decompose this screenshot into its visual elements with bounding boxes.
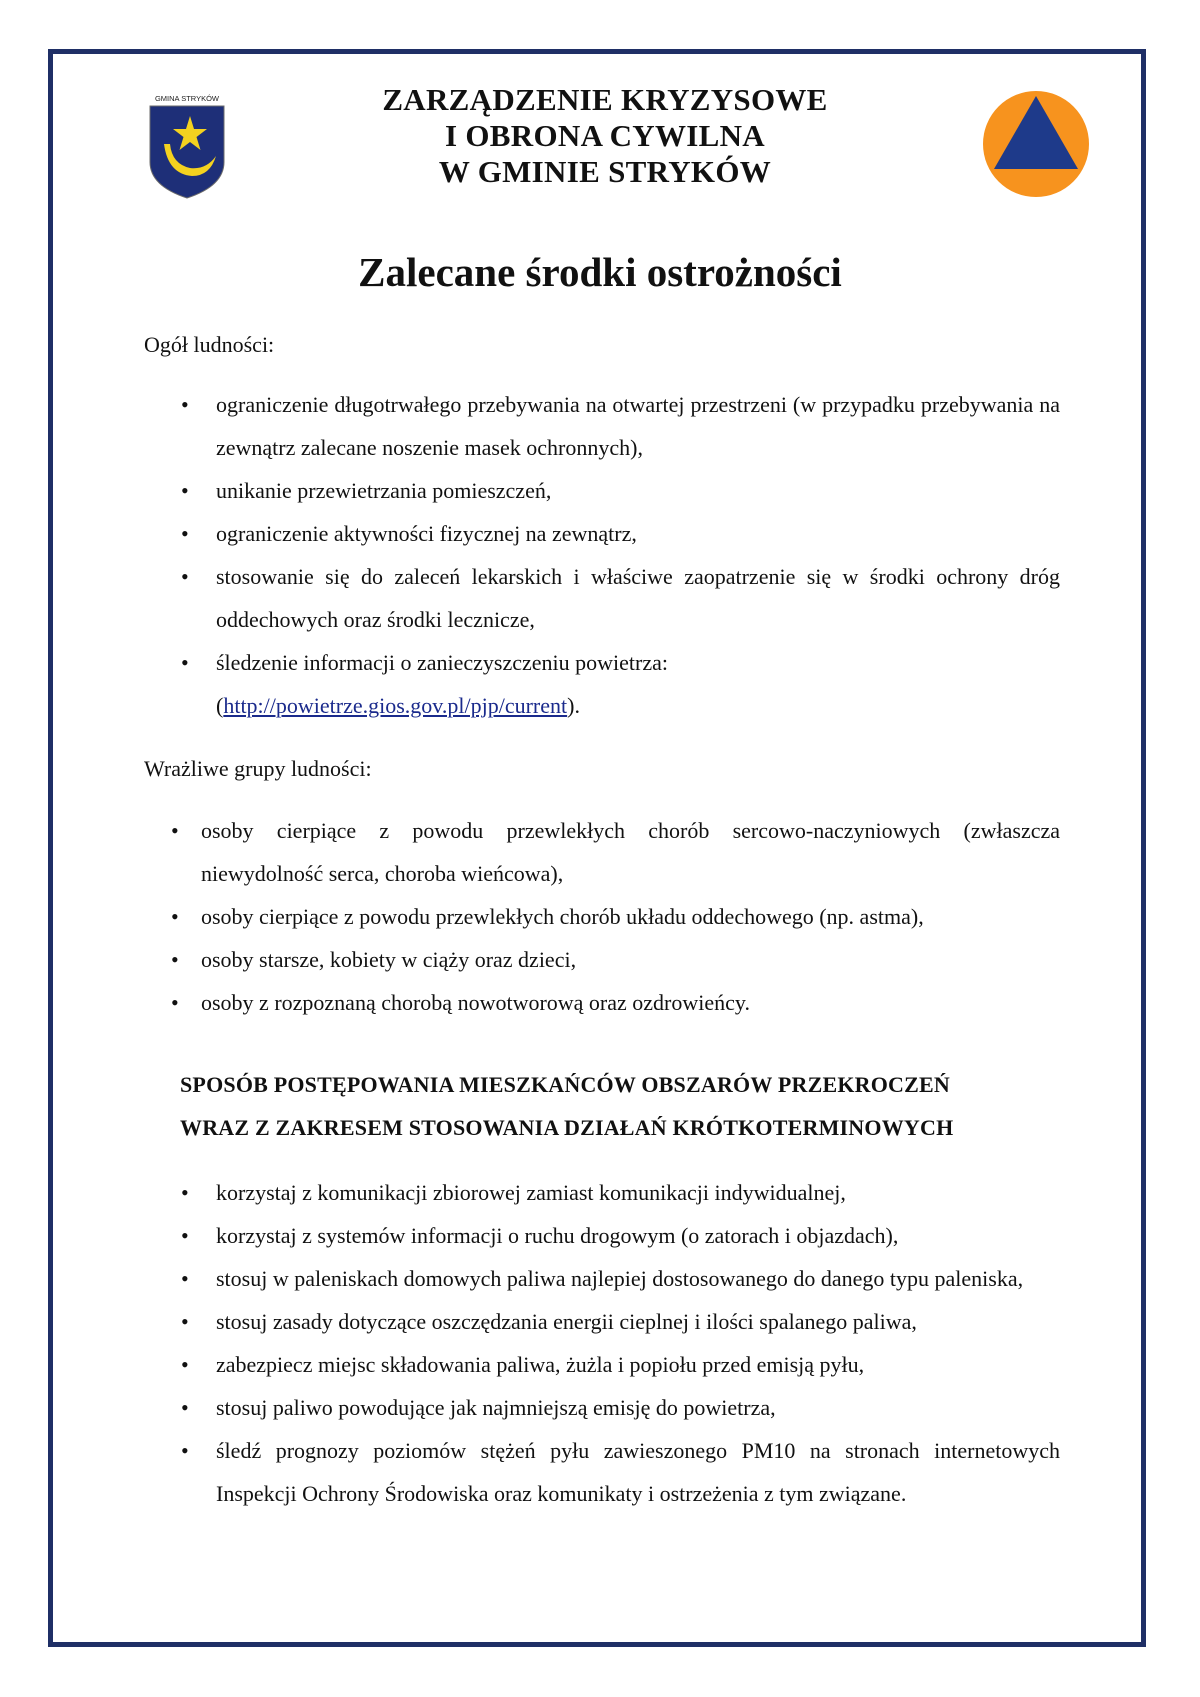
bullet-icon: • [181, 1180, 189, 1205]
bullet-icon: • [171, 818, 179, 843]
list-item: • korzystaj z komunikacji zbiorowej zamiast komunikacji indywidualnej, [216, 1171, 1060, 1214]
list-item: • stosuj w paleniskach domowych paliwa najlepiej dostosowanego do danego typu paleniska, [216, 1257, 1060, 1300]
sensitive-groups-label: Wrażliwe grupy ludności: [144, 756, 372, 781]
list-item: • osoby cierpiące z powodu przewlekłych chorób sercowo-naczyniowych (zwłaszcza niewydolność serca, choroba wieńcowa), [201, 809, 1060, 895]
list-item: • korzystaj z systemów informacji o ruchu drogowym (o zatorach i objazdach), [216, 1214, 1060, 1257]
general-population-list [181, 383, 1060, 727]
header-title-line: ZARZĄDZENIE KRYZYSOWE [382, 82, 828, 117]
header-title-line: W GMINIE STRYKÓW [438, 154, 772, 189]
bullet-icon: • [181, 650, 189, 675]
list-item: • unikanie przewietrzania pomieszczeń, [216, 469, 1060, 512]
page-title: Zalecane środki ostrożności [358, 249, 842, 295]
bullet-icon: • [181, 392, 189, 417]
bullet-icon: • [181, 1266, 189, 1291]
bullet-icon: • [181, 564, 189, 589]
bullet-icon: • [171, 947, 179, 972]
list-item: • zabezpiecz miejsc składowania paliwa, żużla i popiołu przed emisją pyłu, [216, 1343, 1060, 1386]
general-population-label: Ogół ludności: [144, 332, 275, 357]
bullet-icon: • [181, 1309, 189, 1334]
sensitive-groups-list [171, 809, 1060, 1024]
list-item: • stosowanie się do zaleceń lekarskich i właściwe zaopatrzenie się w środki ochrony dróg oddechowych oraz środki lecznicze, [216, 555, 1060, 641]
crest-caption: GMINA STRYKÓW [154, 94, 220, 103]
bullet-icon: • [171, 990, 179, 1015]
procedure-list [181, 1171, 1060, 1515]
bullet-icon: • [181, 1223, 189, 1248]
list-item: • stosuj zasady dotyczące oszczędzania energii cieplnej i ilości spalanego paliwa, [216, 1300, 1060, 1343]
air-quality-link[interactable]: http://powietrze.gios.gov.pl/pjp/current [223, 693, 568, 718]
bullet-icon: • [171, 904, 179, 929]
list-item: • osoby starsze, kobiety w ciąży oraz dzieci, [201, 938, 1060, 981]
list-item: • śledzenie informacji o zanieczyszczeniu powietrza: (http://powietrze.gios.gov.pl/pjp/current). [216, 641, 1060, 727]
procedure-heading [180, 1063, 1060, 1149]
header-title-line: I OBRONA CYWILNA [444, 118, 765, 153]
list-item: • osoby z rozpoznaną chorobą nowotworową oraz ozdrowieńcy. [201, 981, 1060, 1024]
list-item: • ograniczenie długotrwałego przebywania na otwartej przestrzeni (w przypadku przebywania na zewnątrz zalecane noszenie masek ochronnych), [216, 383, 1060, 469]
list-item: • osoby cierpiące z powodu przewlekłych chorób układu oddechowego (np. astma), [201, 895, 1060, 938]
procedure-heading-line: SPOSÓB POSTĘPOWANIA MIESZKAŃCÓW OBSZARÓW PRZEKROCZEŃ [180, 1072, 950, 1097]
list-item: • śledź prognozy poziomów stężeń pyłu zawieszonego PM10 na stronach internetowych Inspekcji Ochrony Środowiska oraz komunikaty i ostrzeżenia z tym związane. [216, 1429, 1060, 1515]
procedure-heading-line: WRAZ Z ZAKRESEM STOSOWANIA DZIAŁAŃ KRÓTKOTERMINOWYCH [180, 1115, 954, 1140]
bullet-icon: • [181, 1395, 189, 1420]
gmina-strykow-crest-logo [146, 92, 228, 200]
bullet-icon: • [181, 521, 189, 546]
bullet-icon: • [181, 478, 189, 503]
civil-defence-emblem-logo [982, 90, 1090, 198]
bullet-icon: • [181, 1438, 189, 1463]
list-item: • stosuj paliwo powodujące jak najmniejszą emisję do powietrza, [216, 1386, 1060, 1429]
header-title [300, 82, 910, 190]
list-item: • ograniczenie aktywności fizycznej na zewnątrz, [216, 512, 1060, 555]
bullet-icon: • [181, 1352, 189, 1377]
